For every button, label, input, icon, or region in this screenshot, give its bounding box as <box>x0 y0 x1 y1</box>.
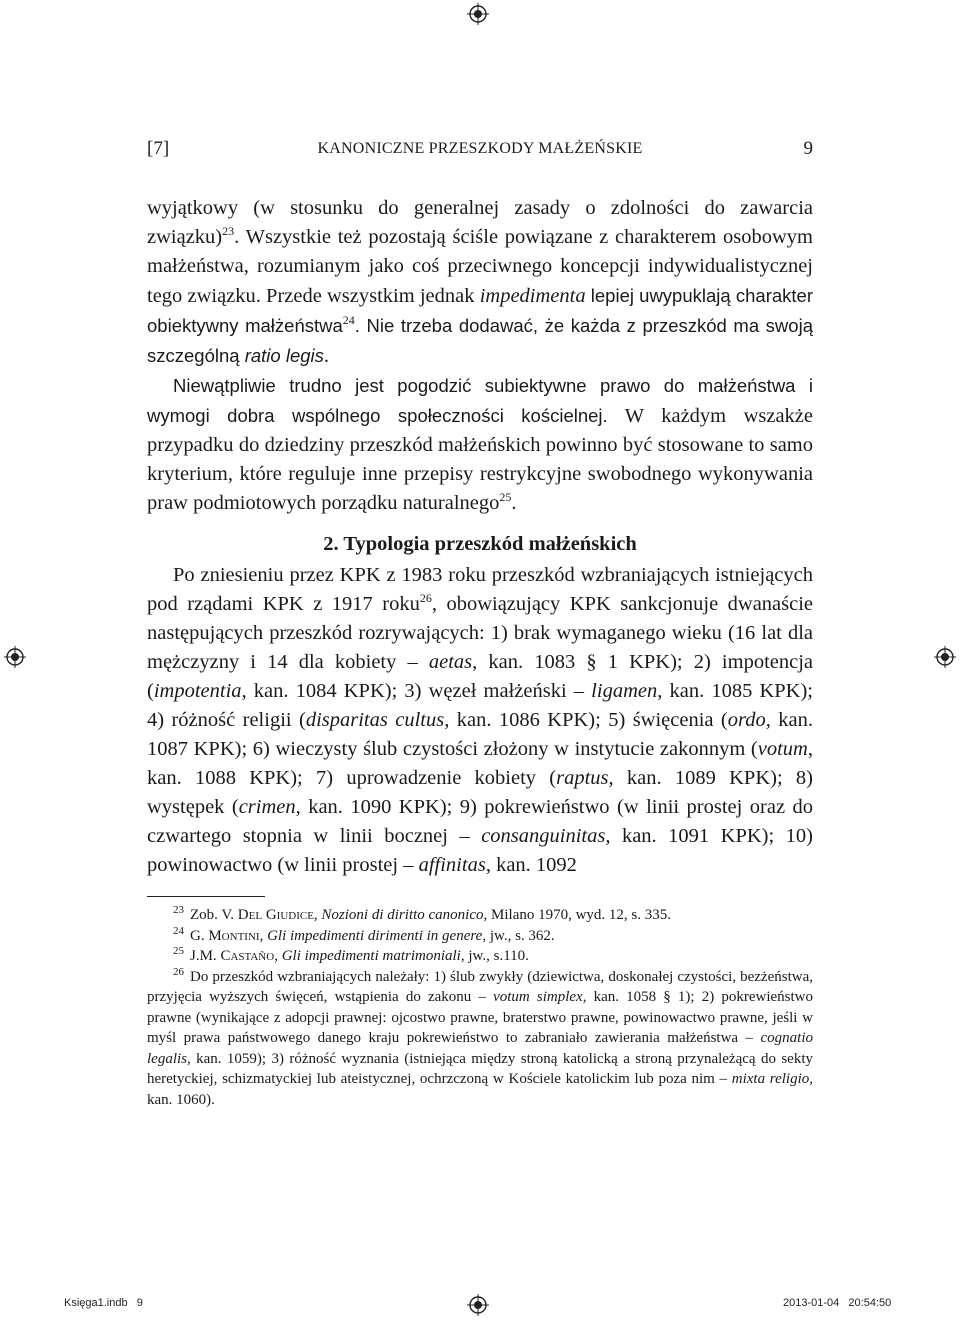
slug-filename: Księga1.indb 9 <box>64 1297 143 1309</box>
registration-mark-left-icon <box>4 646 26 668</box>
footnote-separator <box>147 896 265 897</box>
footnote-26: $^{26}$ Do przeszkód wzbraniających należały: 1) ślub zwykły (dziewictwa, doskonałej czystości, bezżeństwa, przyjęcia wyższych święceń, wstąpienia do zakonu – votum simplex, kan. 1058 § 1); 2) pokrewieństwo prawne (wynikające z adopcji prawnej: ojcostwo prawne, braterstwo prawne, powinowactwo prawne, jeśli w myśl prawa państwowego danego kraju pokrewieństwo to zabraniało zawierania małżeństwa – cognatio legalis, kan. 1059); 3) różność wyznania (istniejąca między stroną katolicką a stroną przynależącą do sekty heretyckiej, schizmatyckiej lub ateistycznej, ochrzczoną w Kościele katolickim lub poza nim – mixta religio, kan. 1060). <box>147 965 813 1108</box>
slug-datetime: 2013-01-04 20:54:50 <box>783 1297 892 1309</box>
footnote-ref-26[interactable]: 26 <box>419 591 432 606</box>
page-number: 9 <box>803 138 813 159</box>
footnotes <box>147 905 813 1110</box>
footnote-ref-24[interactable]: 24 <box>342 313 355 328</box>
footnote-25: $^{25}$ J.M. Castaño, Gli impedimenti matrimoniali, jw., s.110. <box>173 945 529 964</box>
running-title: KANONICZNE PRZESZKODY MAŁŻEŃSKIE <box>317 140 643 157</box>
paragraph-1: wyjątkowy (w stosunku do generalnej zasady o zdolności do zawarcia związku)$^{23}$. Wszystkie też pozostają ściśle powiązane z charakterem osobowym małżeństwa, rozumianym jako coś przeciwnego koncepcji indywidualistycznej tego związku. Przede wszystkim jednak impedimenta lepiej uwypuklają charakter obiektywny małżeństwa$^{24}$. Nie trzeba dodawać, że każda z przeszkód ma swoją szczególną ratio legis. <box>147 197 813 367</box>
footnote-24: $^{24}$ G. Montini, Gli impedimenti dirimenti in genere, jw., s. 362. <box>173 924 555 944</box>
section-heading: 2. Typologia przeszkód małżeńskich <box>323 533 637 555</box>
paragraph-2: Niewątpliwie trudno jest pogodzić subiektywne prawo do małżeństwa i wymogi dobra wspólnego społeczności kościelnej. W każdym wszakże przypadku do dziedziny przeszkód małżeńskich powinno być stosowane to samo kryterium, które reguluje inne przepisy restrykcyjne swobodnego wykonywania praw podmiotowych porządku naturalnego$^{25}$. <box>147 375 814 514</box>
registration-mark-right-icon <box>934 646 956 668</box>
running-header <box>147 138 813 164</box>
registration-mark-bottom-icon <box>467 1294 489 1316</box>
page-body <box>147 194 813 1110</box>
footnote-ref-23[interactable]: 23 <box>222 224 235 239</box>
footnote-ref-25[interactable]: 25 <box>499 490 512 505</box>
paragraph-3: Po zniesieniu przez KPK z 1983 roku przeszkód wzbraniających istniejących pod rządami KPK z 1917 roku$^{26}$, obowiązujący KPK sankcjonuje dwanaście następujących przeszkód rozrywających: 1) brak wymaganego wieku (16 lat dla mężczyzny i 14 dla kobiety – aetas, kan. 1083 § 1 KPK); 2) impotencja (impotentia, kan. 1084 KPK); 3) węzeł małżeński – ligamen, kan. 1085 KPK); 4) różność religii (disparitas cultus, kan. 1086 KPK); 5) święcenia (ordo, kan. 1087 KPK); 6) wieczysty ślub czystości złożony w instytucie zakonnym (votum, kan. 1088 KPK); 7) uprowadzenie kobiety (raptus, kan. 1089 KPK); 8) występek (crimen, kan. 1090 KPK); 9) pokrewieństwo (w linii prostej oraz do czwartego stopnia w linii bocznej – consanguinitas, kan. 1091 KPK); 10) powinowactwo (w linii prostej – affinitas, kan. 1092 <box>147 564 814 876</box>
footnote-23: $^{23}$ Zob. V. Del Giudice, Nozioni di diritto canonico, Milano 1970, wyd. 12, s. 335. <box>173 904 672 923</box>
registration-mark-top-icon <box>467 3 489 25</box>
section-number: [7] <box>147 138 170 159</box>
